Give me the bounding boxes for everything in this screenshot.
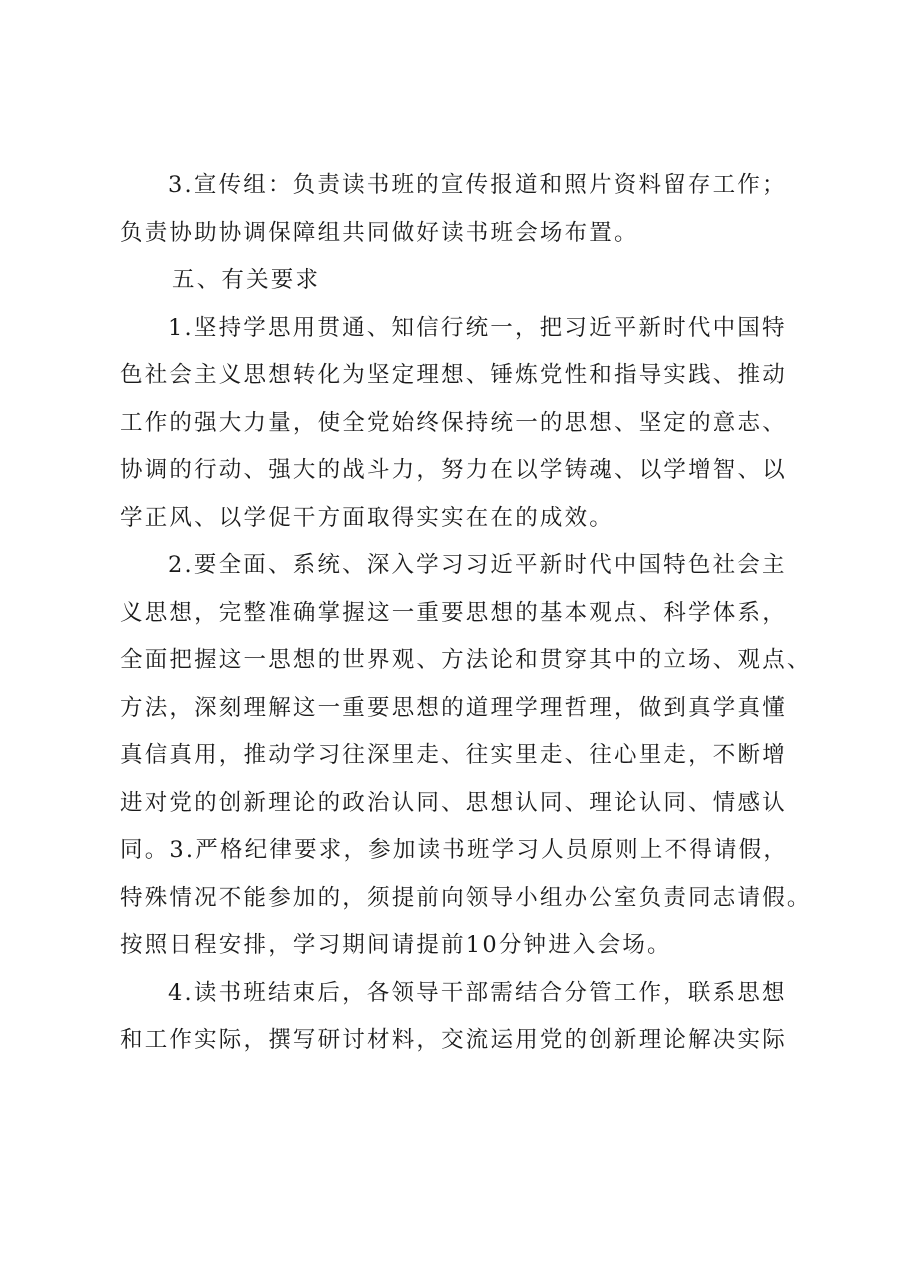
paragraph-line: 学正风、以学促干方面取得实实在在的成效。 [120,504,615,531]
paragraph-line: 工作的强大力量，使全党始终保持统一的思想、坚定的意志、 [120,409,787,436]
paragraph-line: 2.要全面、系统、深入学习习近平新时代中国特色社会主 [168,552,787,578]
paragraph-line: 负责协助协调保障组共同做好读书班会场布置。 [120,219,639,246]
paragraph-line: 同。3.严格纪律要求，参加读书班学习人员原则上不得请假， [120,837,789,863]
paragraph-line: 3.宣传组：负责读书班的宣传报道和照片资料留存工作； [168,172,787,198]
paragraph-line: 全面把握这一思想的世界观、方法论和贯穿其中的立场、观点、 [120,647,812,673]
paragraph-line: 方法，深刻理解这一重要思想的道理学理哲理，做到真学真懂 [120,694,787,721]
paragraph-line: 真信真用，推动学习往深里走、往实里走、往心里走，不断增 [120,742,787,768]
paragraph-line: 和工作实际，撰写研讨材料，交流运用党的创新理论解决实际 [120,1027,787,1053]
paragraph-line: 协调的行动、强大的战斗力，努力在以学铸魂、以学增智、以 [120,457,787,483]
paragraph-line: 特殊情况不能参加的，须提前向领导小组办公室负责同志请假。 [120,884,812,911]
paragraph-line: 义思想，完整准确掌握这一重要思想的基本观点、科学体系， [120,599,787,626]
paragraph-line: 色社会主义思想转化为坚定理想、锤炼党性和指导实践、推动 [120,362,787,388]
paragraph-line: 按照日程安排，学习期间请提前10分钟进入会场。 [120,932,672,958]
section-heading: 五、有关要求 [172,267,321,293]
paragraph-line: 进对党的创新理论的政治认同、思想认同、理论认同、情感认 [120,789,787,816]
document-body [120,162,812,1065]
paragraph-line: 1.坚持学思用贯通、知信行统一，把习近平新时代中国特 [168,314,787,341]
paragraph-line: 4.读书班结束后，各领导干部需结合分管工作，联系思想 [168,979,787,1006]
